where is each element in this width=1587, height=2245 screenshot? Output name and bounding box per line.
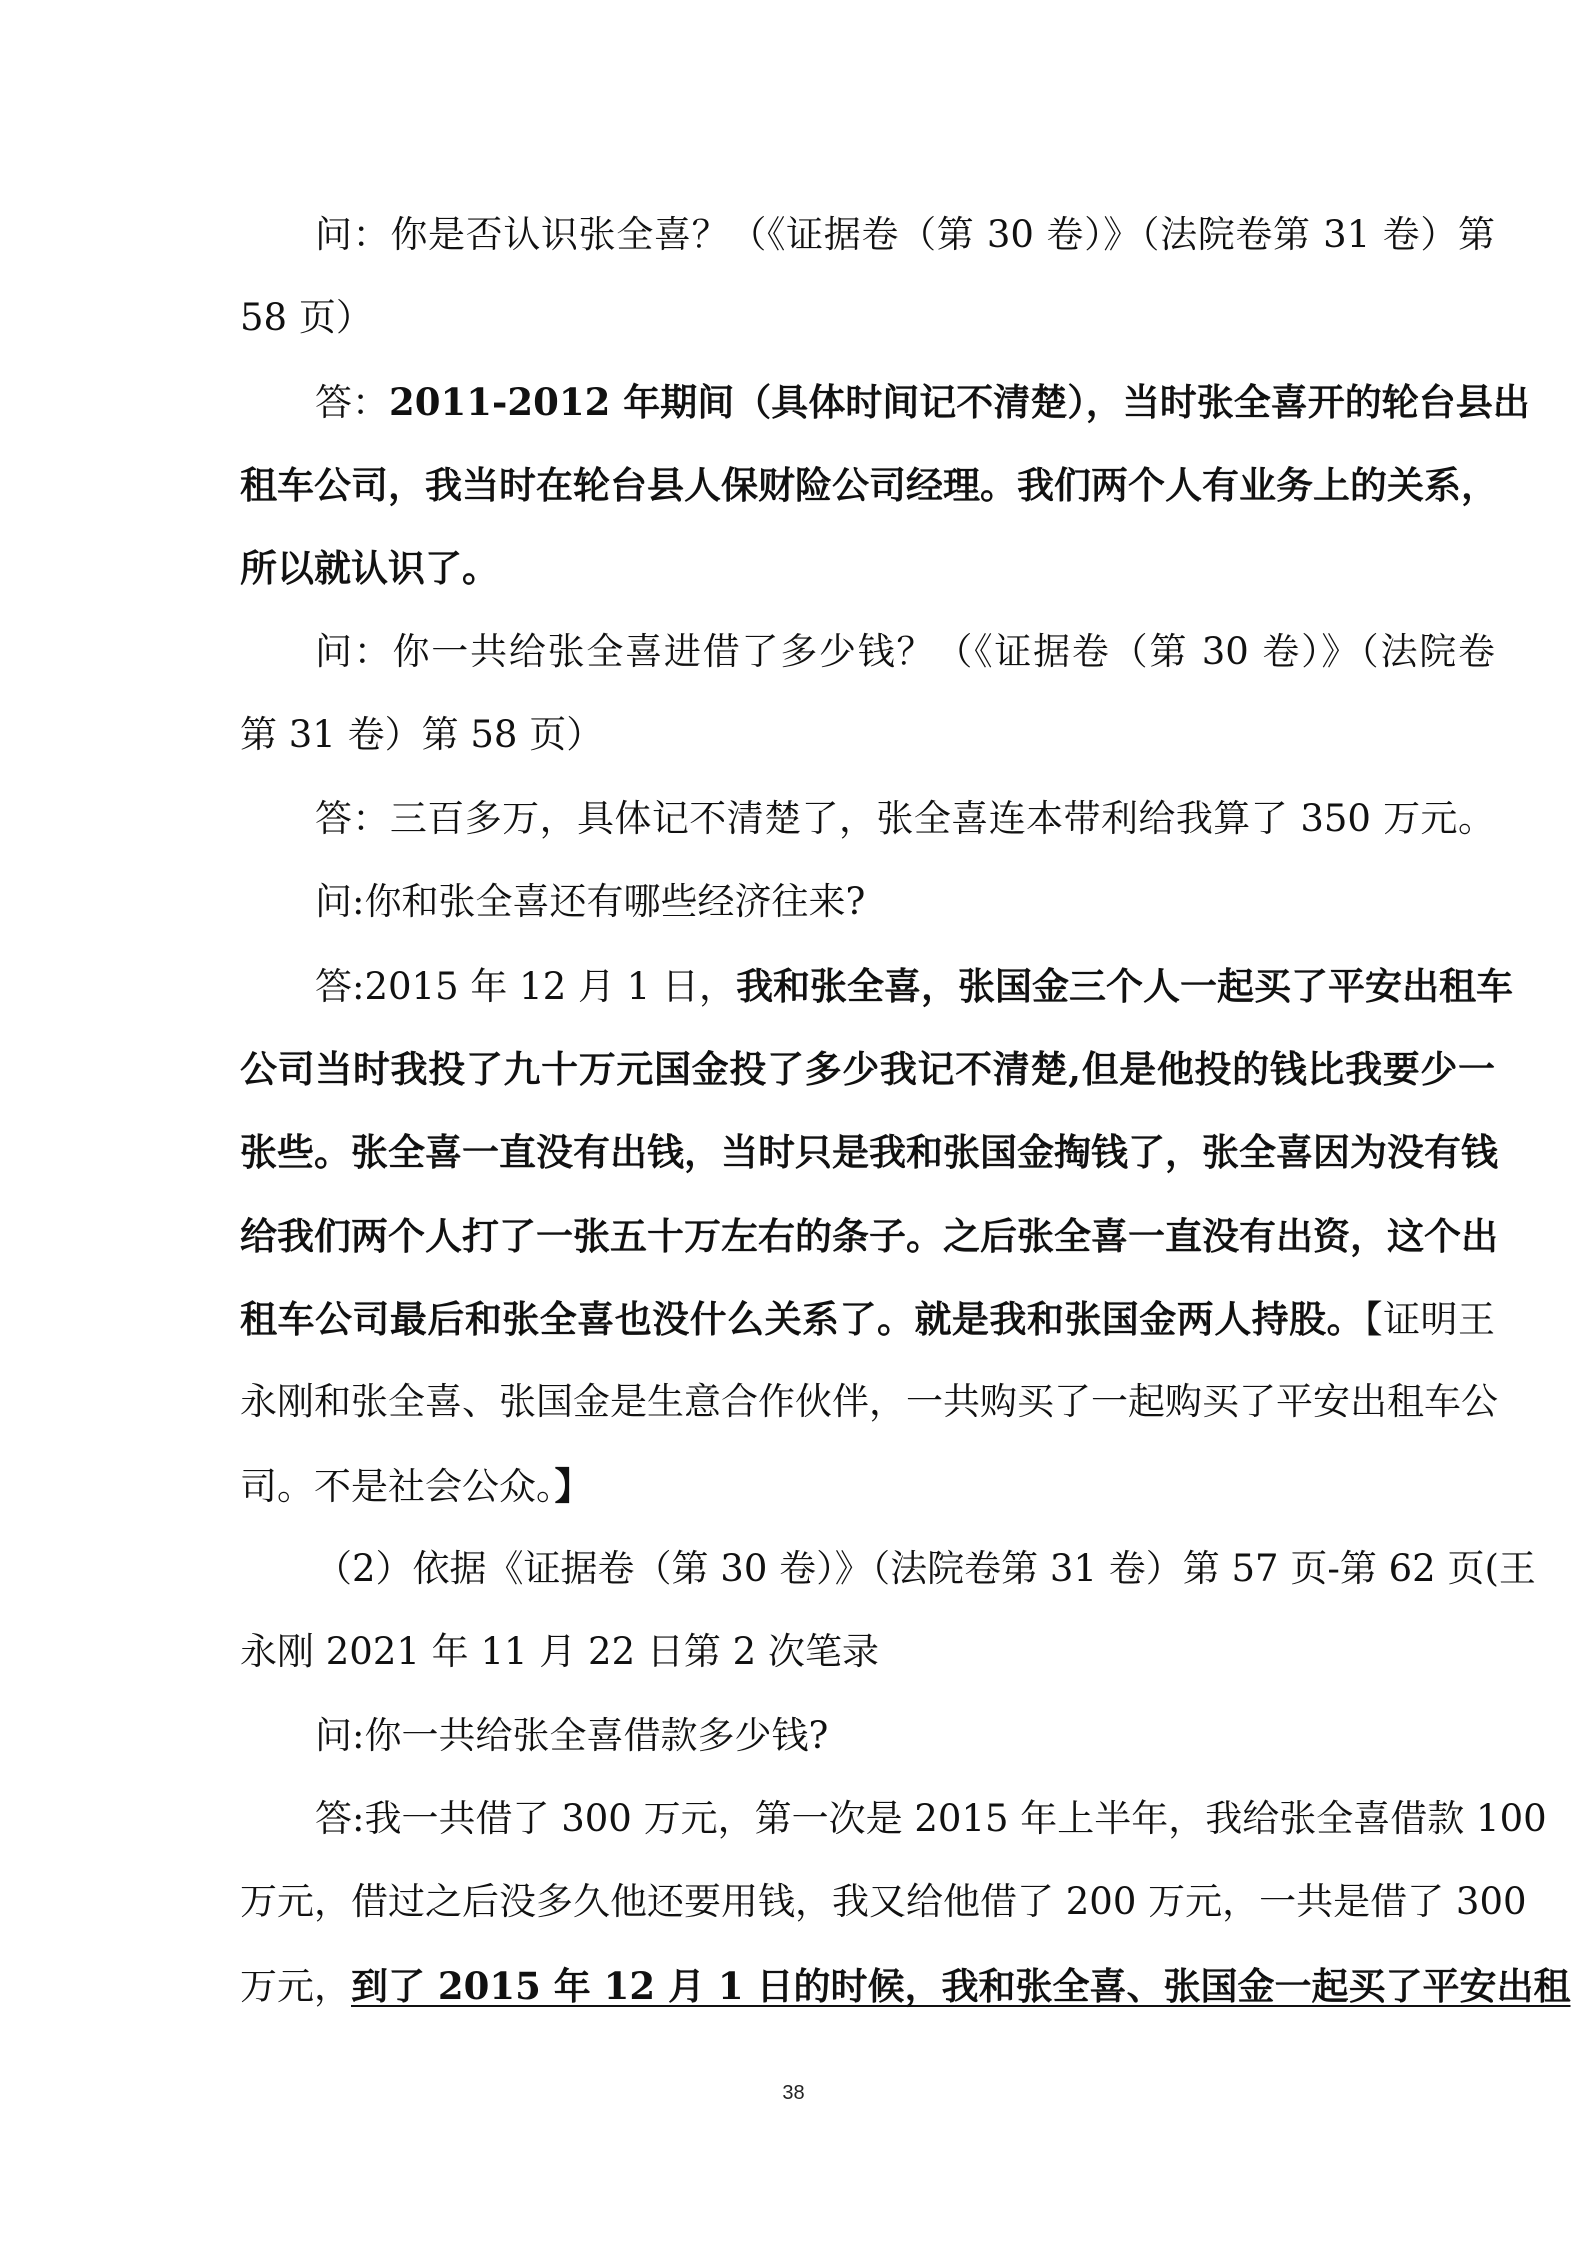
annotation-line	[240, 1464, 1495, 1509]
section-heading-cont: 永刚 2021 年 11 月 22 日第 2 次笔录	[240, 1630, 879, 1673]
annotation-line: 永刚和张全喜、张国金是生意合作伙伴，一共购买了一起购买了平安出租车公	[240, 1380, 1498, 1423]
answer-line: 答:我一共借了 300 万元，第一次是 2015 年上半年，我给张全喜借款 100	[315, 1797, 1547, 1840]
answer-bold-text: 2011-2012 年期间（具体时间记不清楚），当时张全喜开的轮台县出	[389, 380, 1530, 424]
answer-line: 答：三百多万，具体记不清楚了，张全喜连本带利给我算了 350 万元。	[315, 797, 1495, 840]
answer-text: 万元，	[240, 1965, 351, 2008]
underlined-bold-text: 到了 2015 年 12 月 1 日的时候，我和张全喜、张国金一起买了平安出租	[351, 1964, 1571, 2008]
annotation-text: 司。不是社会公众。	[240, 1465, 555, 1508]
answer-line-cont: 给我们两个人打了一张五十万左右的条子。之后张全喜一直没有出资，这个出	[240, 1214, 1498, 1258]
answer-line-cont: 万元，借过之后没多久他还要用钱，我又给他借了 200 万元，一共是借了 300	[240, 1880, 1527, 1923]
answer-line	[315, 964, 1514, 1009]
answer-line-cont: 公司当时我投了九十万元国金投了多少我记不清楚,但是他投的钱比我要少一	[240, 1047, 1495, 1091]
question-line: 问:你一共给张全喜借款多少钱?	[315, 1714, 829, 1757]
answer-line-cont	[240, 1297, 1495, 1342]
annotation-close-bracket: 】	[554, 1464, 592, 1508]
question-line: 问：你是否认识张全喜？（《证据卷（第 30 卷）》（法院卷第 31 卷）第	[315, 213, 1495, 256]
answer-line	[315, 380, 1530, 425]
section-heading: （2）依据《证据卷（第 30 卷）》（法院卷第 31 卷）第 57 页-第 62 页(王	[315, 1547, 1536, 1590]
question-line-cont: 58 页）	[240, 296, 373, 339]
answer-prefix: 答：	[315, 381, 389, 424]
answer-line-cont: 所以就认识了。	[240, 546, 499, 590]
answer-bold-text: 租车公司最后和张全喜也没什么关系了。就是我和张国金两人持股。	[240, 1297, 1365, 1341]
question-line: 问:你和张全喜还有哪些经济往来?	[315, 880, 866, 923]
answer-line-cont	[240, 1964, 1571, 2009]
annotation-text: 【证明王	[1364, 1298, 1496, 1341]
answer-line-cont: 租车公司，我当时在轮台县人保财险公司经理。我们两个人有业务上的关系，	[240, 463, 1498, 507]
answer-line-cont: 张些。张全喜一直没有出钱，当时只是我和张国金掏钱了，张全喜因为没有钱	[240, 1130, 1498, 1174]
answer-bold-text: 我和张全喜，张国金三个人一起买了平安出租车	[736, 964, 1514, 1008]
question-line: 问：你一共给张全喜进借了多少钱？（《证据卷（第 30 卷）》（法院卷	[315, 630, 1495, 673]
question-line-cont: 第 31 卷）第 58 页）	[240, 713, 604, 756]
answer-prefix: 答:2015 年 12 月 1 日，	[315, 965, 737, 1008]
page-number: 38	[782, 2082, 805, 2104]
